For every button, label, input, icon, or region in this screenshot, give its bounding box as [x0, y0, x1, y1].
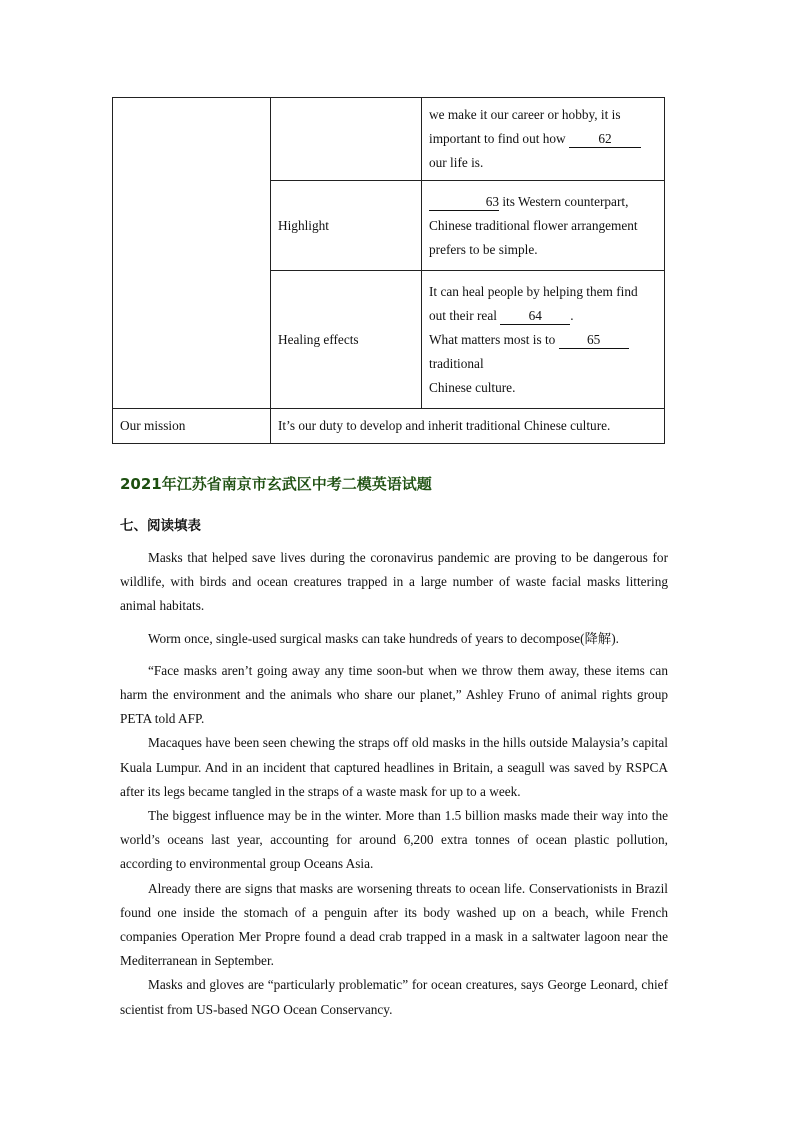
reading-passage [120, 546, 668, 1022]
cell-line: Chinese culture. [429, 379, 516, 395]
cell-text: out their real [429, 307, 497, 323]
cell-line [429, 127, 657, 151]
row-label-our-mission: Our mission [113, 409, 271, 444]
table-cell: It’s our duty to develop and inherit traditional Chinese culture. [271, 409, 665, 444]
paragraph: Worm once, single-used surgical masks can take hundreds of years to decompose(降解). [148, 630, 619, 646]
row-label-healing-effects: Healing effects [271, 271, 422, 409]
paragraph: Macaques have been seen chewing the straps off old masks in the hills outside Malaysia’s capital Kuala Lumpur. And in an incident that captured headlines in Britain, a seagull was saved by RSPCA after its legs became tangled in the straps of a waste mask for up to a week. [120, 735, 668, 799]
table-cell-empty [271, 98, 422, 181]
cell-line [429, 304, 657, 328]
paragraph: Masks that helped save lives during the coronavirus pandemic are proving to be dangerous for wildlife, with birds and ocean creatures trapped in a large number of waste facial masks littering animal habitats. [120, 550, 668, 614]
cell-line: prefers to be simple. [429, 241, 538, 257]
cell-text: important to find out how [429, 131, 566, 146]
table-row [113, 98, 665, 181]
paragraph: “Face masks aren’t going away any time soon-but when we throw them away, these items can harm the environment and the animals who share our planet,” Ashley Fruno of animal rights group PETA told AFP. [120, 662, 668, 727]
table-cell [422, 181, 665, 271]
cell-text: . [570, 307, 574, 323]
cell-text: What matters most is to [429, 331, 556, 347]
paragraph: Masks and gloves are “particularly problematic” for ocean creatures, says George Leonard, chief scientist from US-based NGO Ocean Conservancy. [120, 977, 668, 1017]
fill-in-table [112, 97, 665, 444]
cell-line: Chinese traditional flower arrangement [429, 217, 638, 233]
cell-line [429, 190, 657, 214]
exam-title: 2021年江苏省南京市玄武区中考二模英语试题 [120, 475, 432, 493]
blank-65: 65 [559, 332, 629, 349]
cell-line [429, 328, 657, 352]
blank-63: 63 [429, 194, 499, 211]
cell-text: its Western counterpart, [502, 193, 629, 209]
paragraph: The biggest influence may be in the winter. More than 1.5 billion masks made their way into the world’s oceans last year, accounting for around 6,200 extra tonnes of ocean plastic pollution, according to environmental group Oceans Asia. [120, 808, 668, 872]
cell-line: we make it our career or hobby, it is [429, 107, 621, 122]
paragraph: Already there are signs that masks are worsening threats to ocean life. Conservationists in Brazil found one inside the stomach of a penguin after its body washed up on a beach, while French companies Operation Mer Propre found a dead crab trapped in a mask in a saltwater lagoon near the Mediterranean in September. [120, 880, 668, 969]
cell-line: traditional [429, 355, 484, 371]
cell-line: It can heal people by helping them find [429, 283, 638, 299]
section-heading: 七、阅读填表 [120, 518, 201, 534]
table-cell-empty [113, 98, 271, 409]
table-cell [422, 271, 665, 409]
table-cell [422, 98, 665, 181]
blank-64: 64 [500, 308, 570, 325]
row-label-highlight: Highlight [271, 181, 422, 271]
cell-line: our life is. [429, 155, 484, 170]
table-row [113, 409, 665, 444]
blank-62: 62 [569, 131, 641, 148]
